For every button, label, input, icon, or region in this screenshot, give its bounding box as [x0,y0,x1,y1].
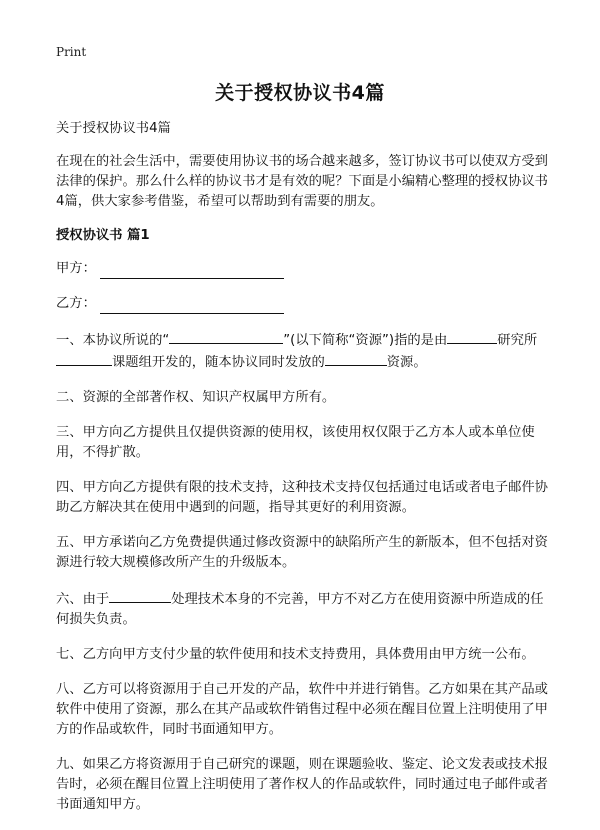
party-a-signature-line [100,263,284,279]
party-a-row [56,259,550,279]
clause-1-part-1: 一、本协议所说的“ [56,333,170,348]
group-blank [56,351,112,366]
document-subtitle: 关于授权协议书4篇 [56,121,171,136]
clause-4: 四、甲方向乙方提供有限的技术支持，这种技术支持仅包括通过电话或者电子邮件协助乙方解决其在使用中遇到的问题，指导其更好的利用资源。 [56,480,548,515]
clause-1-part-5: 资源。 [386,355,427,370]
resource-type-blank [325,351,387,366]
party-b-signature-line [100,298,284,314]
clause-1-part-2: ”(以下简称“资源”)指的是由 [283,333,448,348]
intro-paragraph: 在现在的社会生活中，需要使用协议书的场合越来越多，签订协议书可以使双方受到法律的保护。那么什么样的协议书才是有效的呢？下面是小编精心整理的授权协议书4篇，供大家参考借鉴，希望可以帮助到有需要的朋友。 [56,154,548,209]
clause-6-part-2: 处理技术本身的不完善，甲方不对乙方在使用资源中所造成的任何损失负责。 [56,592,544,627]
clause-8: 八、乙方可以将资源用于自己开发的产品，软件中并进行销售。乙方如果在其产品或软件中使用了资源，那么在其产品或软件销售过程中必须在醒目位置上注明使用了甲方的作品或软件，同时书面通知甲方。 [56,682,548,737]
clause-2: 二、资源的全部著作权、知识产权属甲方所有。 [56,390,336,405]
clause-5: 五、甲方承诺向乙方免费提供通过修改资源中的缺陷所产生的新版本，但不包括对资源进行较大规模修改所产生的升级版本。 [56,535,548,570]
resource-name-blank [169,329,283,344]
clause-7: 七、乙方向甲方支付少量的软件使用和技术支持费用，具体费用由甲方统一公布。 [56,647,535,662]
document-body [56,119,550,830]
technology-blank [109,588,171,603]
section-title: 授权协议书 篇1 [56,228,150,243]
print-label: Print [56,45,87,59]
clause-3: 三、甲方向乙方提供且仅提供资源的使用权，该使用权仅限于乙方本人或本单位使用，不得扩散。 [56,425,535,460]
document-title: 关于授权协议书4篇 [215,82,385,104]
clause-1-part-4: 课题组开发的，随本协议同时发放的 [112,355,325,370]
clause-1-part-3: 研究所 [497,333,538,348]
party-b-row [56,294,550,314]
institute-blank [447,329,497,344]
clause-6-part-1: 六、由于 [56,592,110,607]
clause-1 [56,329,550,373]
clause-6 [56,588,550,630]
party-b-label: 乙方： [56,296,96,311]
party-a-label: 甲方： [56,261,96,276]
clause-9: 九、如果乙方将资源用于自己研究的课题，则在课题验收、鉴定、论文发表或技术报告时，必须在醒目位置上注明使用了著作权人的作品或软件，同时通过电子邮件或者书面通知甲方。 [56,757,548,812]
